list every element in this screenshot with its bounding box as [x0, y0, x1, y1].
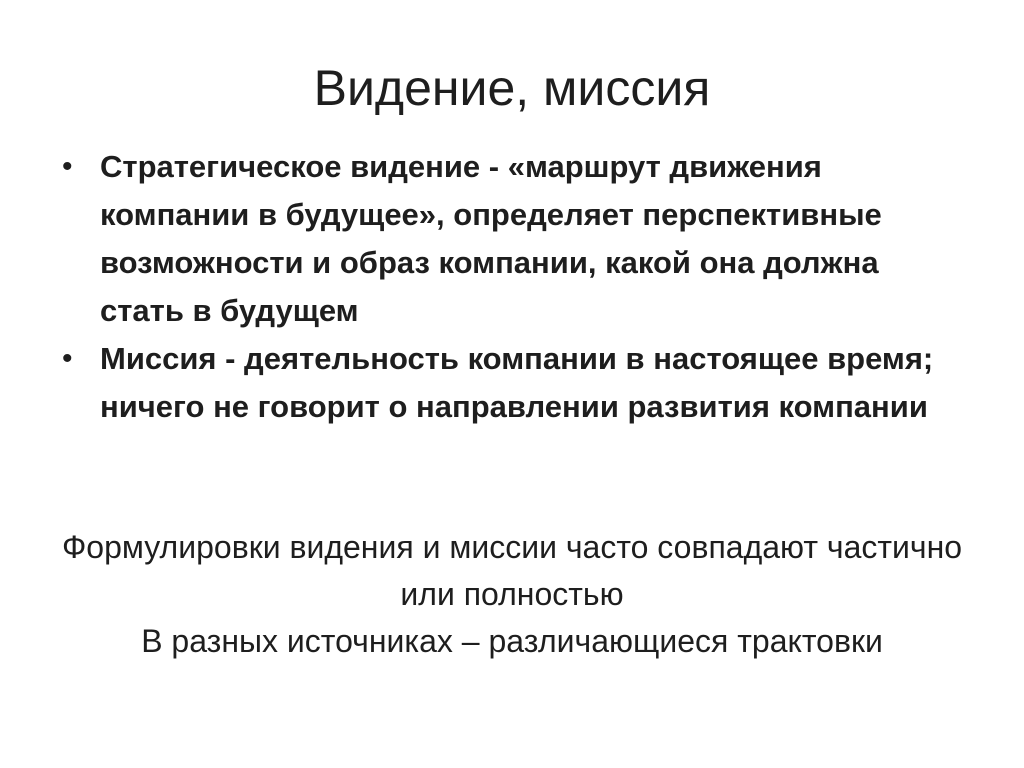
- note-line-overlap: Формулировки видения и миссии часто совпадают частично или полностью: [61, 529, 963, 612]
- bullet-item-vision: [56, 143, 966, 335]
- bullet-item-mission: [56, 335, 966, 431]
- bullet-text-vision: Стратегическое видение - «маршрут движения компании в будущее», определяет перспективные возможности и образ компании, какой она должна стать в будущем: [100, 149, 882, 328]
- slide-note: [40, 524, 984, 665]
- bullet-dot-icon: •: [62, 342, 73, 375]
- bullet-text-mission: Миссия - деятельность компании в настоящее время; ничего не говорит о направлении развития компании: [100, 341, 934, 424]
- bullet-dot-icon: •: [62, 150, 73, 183]
- bullet-list: [56, 143, 966, 431]
- note-line-sources: В разных источниках – различающиеся трактовки: [141, 623, 883, 659]
- slide-title: Видение, миссия: [313, 60, 711, 116]
